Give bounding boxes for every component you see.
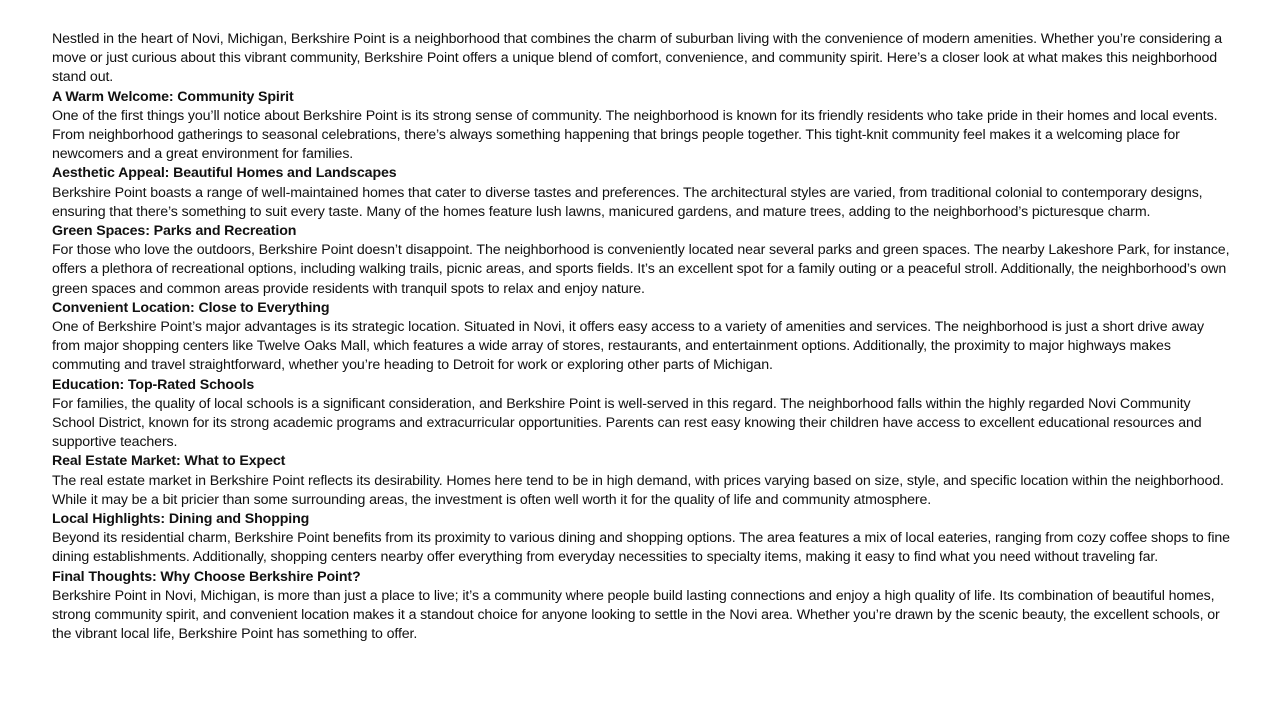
section-heading-community: A Warm Welcome: Community Spirit [52,88,294,105]
intro-paragraph: Nestled in the heart of Novi, Michigan, Berkshire Point is a neighborhood that combines the charm of suburban living with the convenience of modern amenities. Whether you’re considering a move or just curious about this vibrant community, Berkshire Point offers a unique blend of comfort, convenience, and community spirit. Here’s a closer look at what makes this neighborhood stand out. [52,31,1222,86]
section-body-final-thoughts: Berkshire Point in Novi, Michigan, is more than just a place to live; it’s a community where people build lasting connections and enjoy a high quality of life. Its combination of beautiful homes, strong community spirit, and convenient location makes it a standout choice for anyone looking to settle in the Novi area. Whether you’re drawn by the scenic beauty, the excellent schools, or the vibrant local life, Berkshire Point has something to offer. [52,587,1220,643]
section-body-education: For families, the quality of local schools is a significant consideration, and Berkshire Point is well-served in this regard. The neighborhood falls within the highly regarded Novi Community School District, known for its strong academic programs and extracurricular opportunities. Parents can rest easy knowing their children have access to excellent educational resources and supportive teachers. [52,395,1202,451]
section-body-location: One of Berkshire Point’s major advantages is its strategic location. Situated in Novi, it offers easy access to a variety of amenities and services. The neighborhood is just a short drive away from major shopping centers like Twelve Oaks Mall, which features a wide array of stores, restaurants, and entertainment options. Additionally, the proximity to major highways makes commuting and travel straightforward, whether you’re heading to Detroit for work or exploring other parts of Michigan. [52,319,1204,374]
section-heading-parks: Green Spaces: Parks and Recreation [52,223,297,240]
section-heading-highlights: Local Highlights: Dining and Shopping [52,511,310,528]
section-body-homes: Berkshire Point boasts a range of well-maintained homes that cater to diverse tastes and preferences. The architectural styles are varied, from traditional colonial to contemporary designs, ensuring that there’s something to suit every taste. Many of the homes feature lush lawns, manicured gardens, and mature trees, adding to the neighborhood’s picturesque charm. [52,184,1203,220]
section-heading-final-thoughts: Final Thoughts: Why Choose Berkshire Point? [52,568,361,585]
section-body-real-estate: The real estate market in Berkshire Point reflects its desirability. Homes here tend to be in high demand, with prices varying based on size, style, and specific location within the neighborhood. While it may be a bit pricier than some surrounding areas, the investment is often well worth it for the quality of life and community atmosphere. [52,472,1224,508]
section-heading-location: Convenient Location: Close to Everything [52,299,330,316]
article [52,30,1232,645]
section-body-highlights: Beyond its residential charm, Berkshire Point benefits from its proximity to various dining and shopping options. The area features a mix of local eateries, ranging from cozy coffee shops to fine dining establishments. Additionally, shopping centers nearby offer everything from everyday necessities to specialty items, making it easy to find what you need without traveling far. [52,530,1230,566]
section-body-parks: For those who love the outdoors, Berkshire Point doesn’t disappoint. The neighborhood is conveniently located near several parks and green spaces. The nearby Lakeshore Park, for instance, offers a plethora of recreational options, including walking trails, picnic areas, and sports fields. It’s an excellent spot for a family outing or a peaceful stroll. Additionally, the neighborhood’s own green spaces and common areas provide residents with tranquil spots to relax and enjoy nature. [52,242,1230,297]
section-heading-homes: Aesthetic Appeal: Beautiful Homes and Landscapes [52,165,397,182]
section-body-community: One of the first things you’ll notice about Berkshire Point is its strong sense of community. The neighborhood is known for its friendly residents who take pride in their homes and local events. From neighborhood gatherings to seasonal celebrations, there’s always something happening that brings people together. This tight-knit community feel makes it a welcoming place for newcomers and a great environment for families. [52,107,1218,163]
section-heading-real-estate: Real Estate Market: What to Expect [52,453,286,470]
section-heading-education: Education: Top-Rated Schools [52,376,255,393]
